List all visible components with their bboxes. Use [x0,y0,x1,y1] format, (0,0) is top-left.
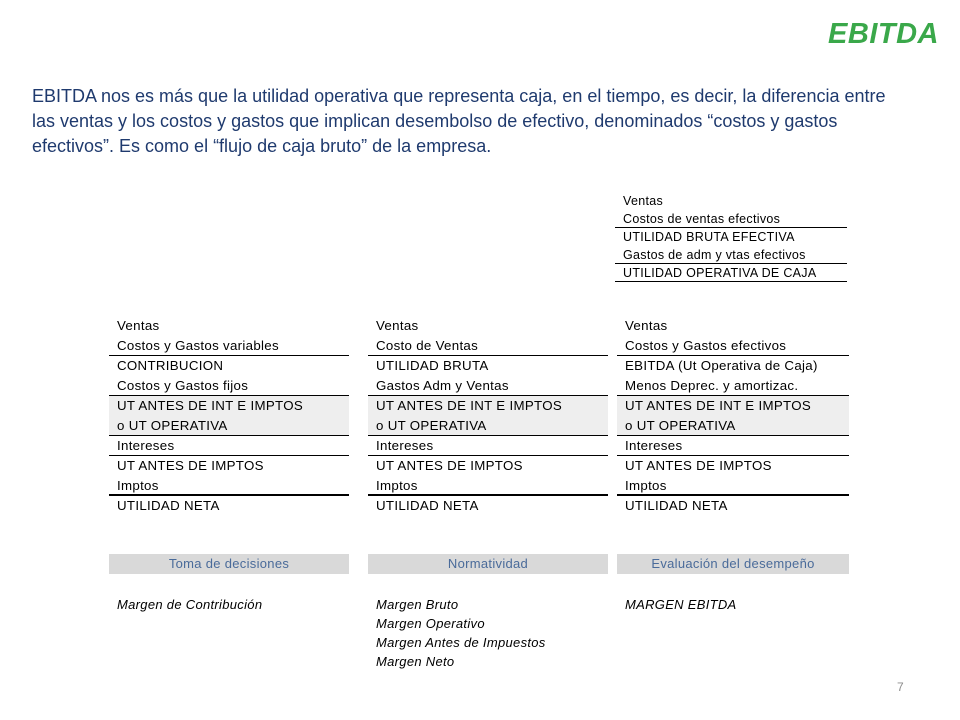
table-normative [368,316,608,516]
margin-item: MARGEN EBITDA [625,597,737,612]
table-row: Imptos [109,476,349,496]
margin-item: Margen Antes de Impuestos [376,635,546,650]
label-performance: Evaluación del desempeño [617,554,849,574]
margin-item: Margen de Contribución [117,597,263,612]
table-row: o UT OPERATIVA [368,416,608,436]
top-row-utilidad-operativa: UTILIDAD OPERATIVA DE CAJA [615,264,847,282]
margins-col2 [376,595,546,671]
table-row: Gastos Adm y Ventas [368,376,608,396]
margins-col1 [117,595,262,614]
table-row: UTILIDAD NETA [117,498,220,513]
page-number: 7 [897,680,904,694]
table-contribution [109,316,349,516]
table-row: Costos y Gastos fijos [109,376,349,396]
table-row: Ventas [625,318,668,333]
table-row: UT ANTES DE IMPTOS [376,458,523,473]
top-row-costos: Costos de ventas efectivos [615,210,847,228]
table-row: UT ANTES DE IMPTOS [625,458,772,473]
margin-item: Margen Operativo [376,616,485,631]
top-row-utilidad-bruta: UTILIDAD BRUTA EFECTIVA [623,230,795,244]
table-row: UTILIDAD BRUTA [376,358,489,373]
label-decisions: Toma de decisiones [109,554,349,574]
intro-text: EBITDA nos es más que la utilidad operativa que representa caja, en el tiempo, es decir, la diferencia entre las ventas y los costos y gastos que implican desembolso de efectivo, denominados “costos y gastos efectivos”. Es como el “flujo de caja bruto” de la empresa. [32,86,886,156]
margins-col3 [625,595,737,614]
table-row: UT ANTES DE INT E IMPTOS [617,396,849,416]
table-row: Menos Deprec. y amortizac. [617,376,849,396]
table-row: o UT OPERATIVA [109,416,349,436]
table-row: Intereses [368,436,608,456]
table-row: UT ANTES DE INT E IMPTOS [368,396,608,416]
table-row: Intereses [109,436,349,456]
table-ebitda [617,316,849,516]
table-row: UT ANTES DE INT E IMPTOS [109,396,349,416]
table-row: CONTRIBUCION [117,358,224,373]
table-row: o UT OPERATIVA [617,416,849,436]
table-row: UTILIDAD NETA [625,498,728,513]
table-row: UT ANTES DE IMPTOS [117,458,264,473]
top-row-gastos: Gastos de adm y vtas efectivos [615,246,847,264]
page-title: EBITDA [828,18,939,50]
table-row: EBITDA (Ut Operativa de Caja) [625,358,818,373]
table-row: Imptos [617,476,849,496]
table-row: Imptos [368,476,608,496]
margin-item: Margen Neto [376,654,455,669]
table-row: UTILIDAD NETA [376,498,479,513]
table-row: Ventas [117,318,160,333]
top-row-ventas: Ventas [623,194,664,208]
table-row: Costo de Ventas [368,336,608,356]
table-row: Costos y Gastos variables [109,336,349,356]
margin-item: Margen Bruto [376,597,459,612]
top-table [615,192,847,282]
intro-paragraph [32,84,912,159]
table-row: Costos y Gastos efectivos [617,336,849,356]
table-row: Ventas [376,318,419,333]
label-normative: Normatividad [368,554,608,574]
table-row: Intereses [617,436,849,456]
